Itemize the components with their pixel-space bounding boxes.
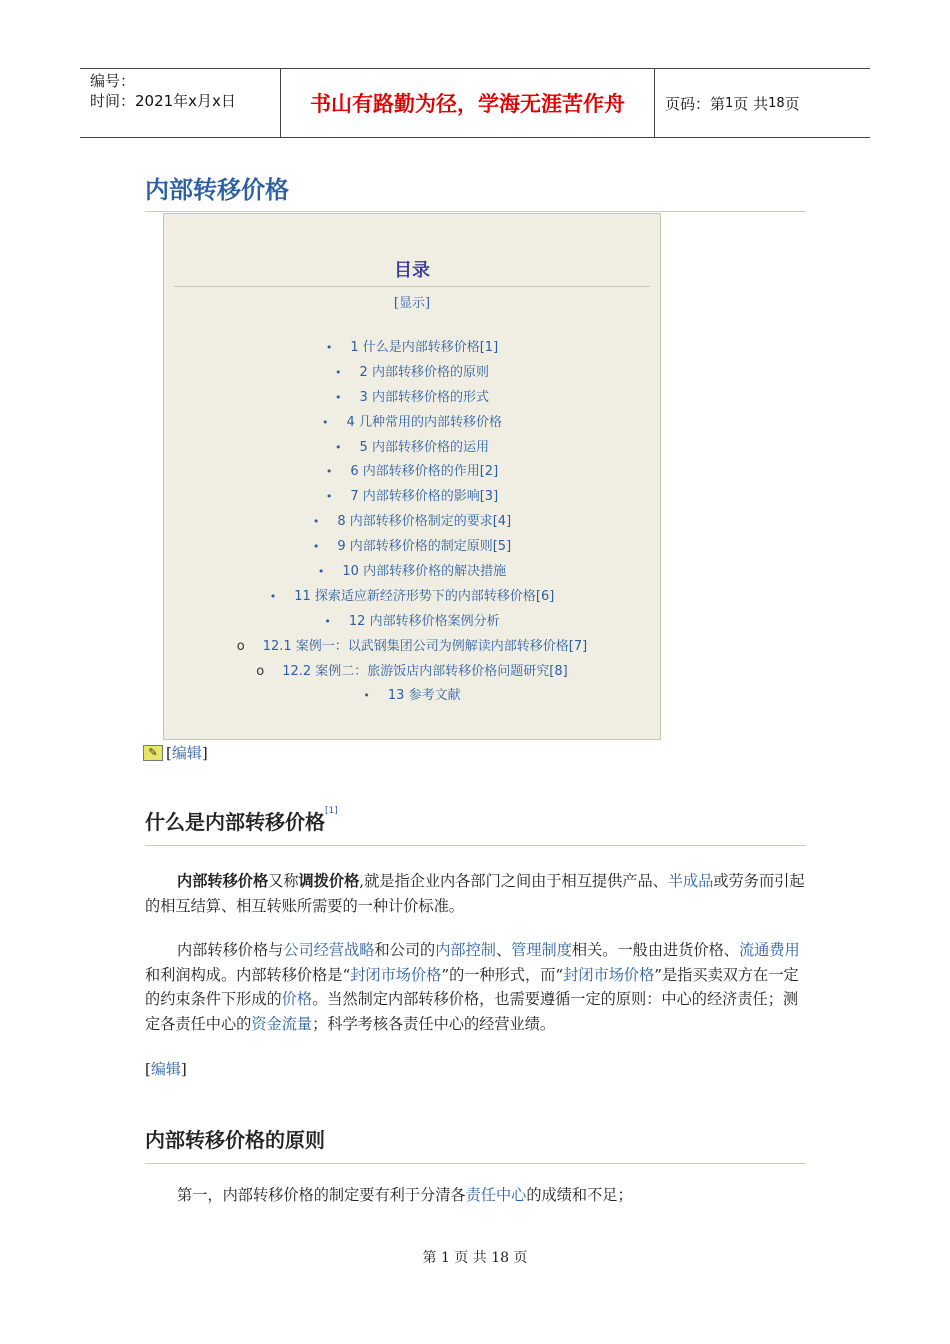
toc-bullet-icon: • bbox=[325, 341, 333, 354]
text: ；科学考核各责任中心的经营业绩。 bbox=[312, 1014, 556, 1033]
text: 第一，内部转移价格的制定要有利于分清各 bbox=[177, 1186, 466, 1204]
text: 。当然制定内部转移价格，也需要遵循一定的原则：中心的经济责任；测定各责任中心的 bbox=[145, 990, 799, 1033]
toc-item-label[interactable]: 4 几种常用的内部转移价格 bbox=[346, 414, 502, 430]
link-cash-flow[interactable]: 资金流量 bbox=[251, 1014, 313, 1033]
toc-bullet-icon: • bbox=[335, 390, 342, 404]
toc-item[interactable] bbox=[164, 612, 660, 637]
edit-bracket-open: [ bbox=[145, 1059, 151, 1078]
toc-item-label[interactable]: 6 内部转移价格的作用[2] bbox=[350, 464, 499, 480]
link-circulation-cost[interactable]: 流通费用 bbox=[738, 941, 800, 959]
text: 和利润构成。内部转移价格是“ bbox=[145, 965, 351, 984]
toc-item-label[interactable]: 1 什么是内部转移价格[1] bbox=[350, 340, 499, 355]
toc-item-label[interactable]: 5 内部转移价格的运用 bbox=[359, 439, 489, 455]
section-heading-principles: 内部转移价格的原则 bbox=[145, 1124, 806, 1164]
bold-term: 内部转移价格 bbox=[177, 872, 269, 890]
time-label: 时间：2021年x月x日 bbox=[90, 92, 236, 110]
toc-bullet-icon: • bbox=[312, 540, 320, 554]
edit-link[interactable]: 编辑 bbox=[150, 1060, 181, 1078]
table-of-contents bbox=[163, 213, 661, 740]
link-internal-control[interactable]: 内部控制 bbox=[435, 941, 496, 959]
toc-item[interactable] bbox=[164, 338, 660, 363]
edit-bracket-close: ] bbox=[180, 1059, 187, 1078]
toc-list bbox=[164, 338, 660, 711]
header-page-info bbox=[655, 69, 870, 137]
text: 的成绩和不足； bbox=[526, 1186, 633, 1204]
link-strategy[interactable]: 公司经营战略 bbox=[283, 941, 375, 959]
toc-title: 目录 bbox=[174, 256, 650, 287]
page-suffix: 页 bbox=[784, 94, 800, 113]
toc-item-label[interactable]: 10 内部转移价格的解决措施 bbox=[342, 564, 507, 580]
text: 内部转移价格与 bbox=[177, 941, 284, 959]
toc-item[interactable] bbox=[164, 487, 660, 512]
toc-item[interactable] bbox=[164, 637, 660, 662]
link-price[interactable]: 价格 bbox=[281, 990, 313, 1008]
ref-link[interactable]: [1] bbox=[325, 806, 338, 816]
toc-item[interactable] bbox=[164, 388, 660, 413]
toc-item-label[interactable]: 12 内部转移价格案例分析 bbox=[348, 613, 500, 629]
link-closed-market-price[interactable]: 封闭市场价格 bbox=[350, 965, 442, 984]
toc-item-label[interactable]: 12.2 案例二：旅游饭店内部转移价格问题研究[8] bbox=[282, 663, 568, 679]
toc-bullet-icon: • bbox=[325, 490, 333, 504]
bold-term: 调拨价格 bbox=[298, 872, 360, 890]
page-total: 18 bbox=[768, 95, 785, 111]
edit-bracket-close: ] bbox=[201, 743, 208, 762]
toc-item-label[interactable]: 2 内部转移价格的原则 bbox=[359, 364, 489, 380]
toc-sub-bullet-icon: o bbox=[256, 663, 265, 679]
text: 和公司的 bbox=[374, 941, 436, 959]
text: ”的一种形式，而“ bbox=[441, 965, 564, 984]
toc-bullet-icon: • bbox=[317, 565, 325, 579]
number-label: 编号： bbox=[90, 72, 136, 90]
toc-item-label[interactable]: 9 内部转移价格的制定原则[5] bbox=[337, 539, 512, 555]
edit-row bbox=[143, 742, 208, 763]
toc-bullet-icon: • bbox=[335, 440, 342, 454]
link-management-system[interactable]: 管理制度 bbox=[511, 941, 572, 959]
text: 、 bbox=[495, 941, 512, 959]
text: ,就是指企业内各部门之间由于相互提供产品、 bbox=[359, 872, 668, 890]
section-heading-what-is bbox=[145, 806, 806, 846]
toc-item[interactable] bbox=[164, 686, 660, 711]
page-title: 内部转移价格 bbox=[145, 170, 806, 212]
document-header bbox=[80, 68, 870, 138]
edit-link[interactable]: 编辑 bbox=[171, 744, 202, 762]
toc-item[interactable] bbox=[164, 562, 660, 587]
text: 相关。一般由进货价格、 bbox=[571, 941, 739, 959]
page-prefix: 页码：第 bbox=[665, 94, 726, 113]
edit-bracket-open: [ bbox=[166, 743, 172, 762]
toc-item-label[interactable]: 12.1 案例一：以武钢集团公司为例解读内部转移价格[7] bbox=[262, 638, 588, 654]
header-meta bbox=[80, 69, 281, 137]
toc-item[interactable] bbox=[164, 438, 660, 463]
paragraph bbox=[145, 938, 806, 1036]
link-closed-market-price[interactable]: 封闭市场价格 bbox=[563, 965, 655, 984]
toc-bullet-icon: • bbox=[324, 614, 331, 628]
toc-item[interactable] bbox=[164, 462, 660, 487]
header-motto: 书山有路勤为径，学海无涯苦作舟 bbox=[281, 69, 655, 137]
toc-item[interactable] bbox=[164, 537, 660, 562]
edit-pencil-icon[interactable]: ✎ bbox=[143, 745, 163, 761]
toc-item[interactable] bbox=[164, 363, 660, 388]
toc-sub-bullet-icon: o bbox=[236, 638, 245, 654]
toc-item-label[interactable]: 3 内部转移价格的形式 bbox=[359, 389, 489, 405]
toc-item-label[interactable]: 13 参考文献 bbox=[387, 688, 461, 704]
toc-bullet-icon: • bbox=[269, 589, 277, 603]
link-semi-finished[interactable]: 半成品 bbox=[667, 872, 714, 890]
page-mid: 页 共 bbox=[733, 94, 769, 113]
toc-bullet-icon: • bbox=[363, 689, 370, 703]
paragraph bbox=[145, 1183, 806, 1208]
toc-item-label[interactable]: 11 探索适应新经济形势下的内部转移价格[6] bbox=[294, 588, 555, 604]
toc-toggle-link[interactable]: [显示] bbox=[393, 296, 431, 311]
toc-item[interactable] bbox=[164, 512, 660, 537]
toc-bullet-icon: • bbox=[312, 515, 320, 529]
toc-bullet-icon: • bbox=[322, 415, 329, 429]
toc-item[interactable] bbox=[164, 413, 660, 438]
link-responsibility-center[interactable]: 责任中心 bbox=[465, 1186, 527, 1204]
edit-row bbox=[145, 1058, 187, 1079]
toc-bullet-icon: • bbox=[335, 365, 342, 379]
page-footer: 第 1 页 共 18 页 bbox=[422, 1250, 528, 1266]
page-num: 1 bbox=[725, 95, 734, 111]
toc-item[interactable] bbox=[164, 662, 660, 687]
paragraph bbox=[145, 869, 806, 918]
toc-bullet-icon: • bbox=[325, 465, 333, 479]
text: 又称 bbox=[268, 872, 299, 890]
section-heading-text: 什么是内部转移价格 bbox=[145, 810, 325, 834]
toc-item[interactable] bbox=[164, 587, 660, 612]
text: 或劳务而引起的相互结算、相互转账所需要的一种计价标准。 bbox=[145, 872, 805, 915]
toc-item-label[interactable]: 8 内部转移价格制定的要求[4] bbox=[337, 514, 512, 530]
toc-item-label[interactable]: 7 内部转移价格的影响[3] bbox=[350, 489, 499, 505]
text: ”是指买卖双方在一定的约束条件下形成的 bbox=[145, 965, 799, 1008]
